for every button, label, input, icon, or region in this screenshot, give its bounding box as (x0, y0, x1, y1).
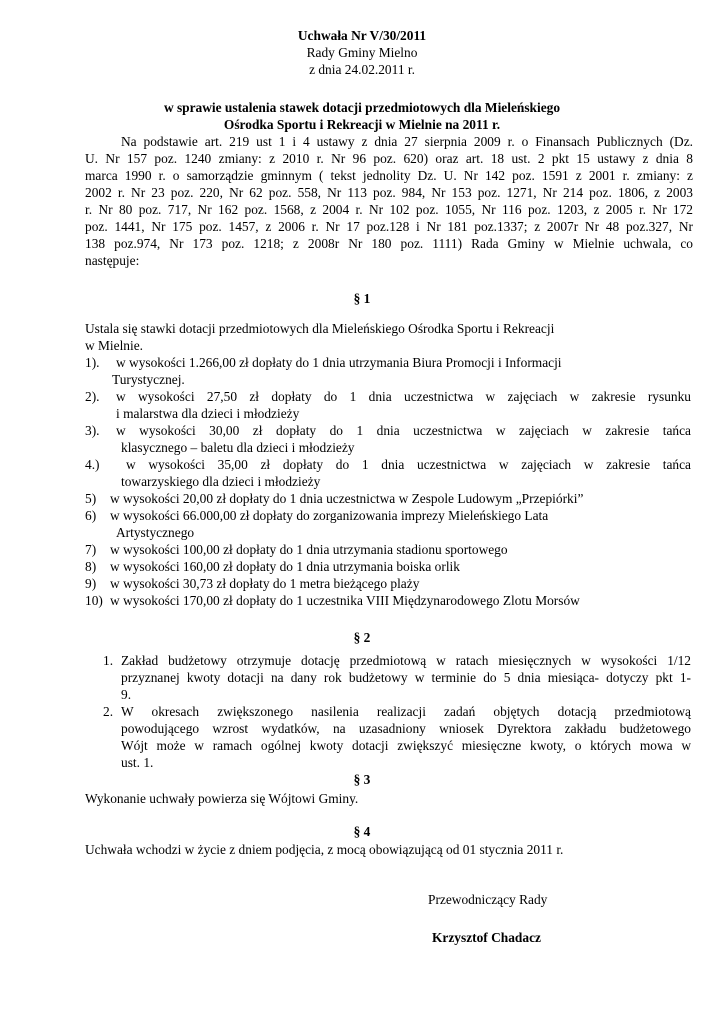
list-item-number: 8) (85, 559, 97, 574)
preamble-line: 138 poz.974, Nr 173 poz. 1218; z 2008r Nr 180 poz. 1111) Rada Gminy w Mielnie uchwala, co (85, 236, 693, 251)
signature-role: Przewodniczący Rady (428, 892, 548, 907)
list-item-number: 10) (85, 593, 103, 608)
list-item-text: w wysokości 1.266,00 zł dopłaty do 1 dnia utrzymania Biura Promocji i Informacji (116, 355, 562, 370)
list-item-text: w wysokości 100,00 zł dopłaty do 1 dnia utrzymania stadionu sportowego (110, 542, 508, 557)
list-item-text: i malarstwa dla dzieci i młodzieży (116, 406, 300, 421)
section-3-text: Wykonanie uchwały powierza się Wójtowi Gminy. (85, 791, 359, 806)
section-2-heading: § 2 (353, 630, 371, 645)
list-item-number: 2). (85, 389, 100, 404)
list-item-text: klasycznego – baletu dla dzieci i młodzieży (121, 440, 355, 455)
list-item-number: 3). (85, 423, 100, 438)
list-item-text: towarzyskiego dla dzieci i młodzieży (121, 474, 321, 489)
point-text: W okresach zwiększonego nasilenia realizacji zadań objętych dotacją przedmiotową (121, 704, 691, 719)
list-item-text: w wysokości 27,50 zł dopłaty do 1 dnia uczestnictwa w zajęciach w zakresie rysunku (116, 389, 691, 404)
list-item-text: w wysokości 30,73 zł dopłaty do 1 metra bieżącego plaży (110, 576, 420, 591)
point-number: 1. (103, 653, 114, 668)
list-item-number: 9) (85, 576, 97, 591)
point-text: Zakład budżetowy otrzymuje dotację przedmiotową w ratach miesięcznych w wysokości 1/12 (121, 653, 691, 668)
section-3-heading: § 3 (353, 772, 371, 787)
list-item-number: 7) (85, 542, 97, 557)
point-text: powodującego wzrost wydatków, na uzasadniony wniosek Dyrektora zakładu budżetowego (121, 721, 691, 736)
list-item-text: Artystycznego (116, 525, 195, 540)
point-text: przyznanej kwoty dotacji na dany rok budżetowy w terminie do 5 dnia miesiąca- dotyczy pkt 1- (121, 670, 691, 685)
list-item-text: w wysokości 30,00 zł dopłaty do 1 dnia uczestnictwa w zajęciach w zakresie tańca (116, 423, 691, 438)
preamble-line: Na podstawie art. 219 ust 1 i 4 ustawy z dnia 27 sierpnia 2009 r. o Finansach Publicznych (Dz. (121, 134, 693, 149)
list-item-text: w wysokości 20,00 zł dopłaty do 1 dnia uczestnictwa w Zespole Ludowym „Przepiórki” (110, 491, 584, 506)
preamble-line: następuje: (85, 253, 140, 268)
section-1-heading: § 1 (353, 291, 371, 306)
preamble-line: r. Nr 80 poz. 717, Nr 162 poz. 1568, z 2004 r. Nr 102 poz. 1055, Nr 116 poz. 1203, z 2005 r. Nr 172 (85, 202, 693, 217)
section-1-intro: Ustala się stawki dotacji przedmiotowych dla Mieleńskiego Ośrodka Sportu i Rekreacji (85, 321, 555, 336)
preamble-line: marca 1990 r. o samorządzie gminnym ( tekst jednolity Dz. U. Nr 142 poz. 1591 z 2001 r. zmiany: z (85, 168, 693, 183)
section-4-text: Uchwała wchodzi w życie z dniem podjęcia, z mocą obowiązującą od 01 stycznia 2011 r. (85, 842, 564, 857)
list-item-text: w wysokości 170,00 zł dopłaty do 1 uczestnika VIII Międzynarodowego Zlotu Morsów (110, 593, 580, 608)
subject-line-2: Ośrodka Sportu i Rekreacji w Mielnie na 2011 r. (223, 117, 501, 132)
point-text: Wójt może w ramach ogólnej kwoty dotacji zwiększyć miesięczne kwoty, o których mowa w (121, 738, 691, 753)
list-item-text: w wysokości 66.000,00 zł dopłaty do zorganizowania imprezy Mieleńskiego Lata (110, 508, 549, 523)
subject-line-1: w sprawie ustalenia stawek dotacji przedmiotowych dla Mieleńskiego (163, 100, 561, 115)
list-item-number: 5) (85, 491, 97, 506)
list-item-text: w wysokości 160,00 zł dopłaty do 1 dnia utrzymania boiska orlik (110, 559, 460, 574)
list-item-number: 4.) (85, 457, 100, 472)
section-1-intro: w Mielnie. (85, 338, 144, 353)
preamble-line: 2002 r. Nr 23 poz. 220, Nr 62 poz. 558, Nr 113 poz. 984, Nr 153 poz. 1271, Nr 214 poz. 1806, z 2003 (85, 185, 693, 200)
issuing-body: Rady Gminy Mielno (306, 45, 418, 60)
list-item-text: w wysokości 35,00 zł dopłaty do 1 dnia uczestnictwa w zajęciach w zakresie tańca (126, 457, 691, 472)
preamble-line: U. Nr 157 poz. 1240 zmiany: z 2010 r. Nr 96 poz. 620) oraz art. 18 ust. 2 pkt 15 ustawy z dnia 8 (85, 151, 693, 166)
section-4-heading: § 4 (353, 824, 371, 839)
point-text: ust. 1. (121, 755, 154, 770)
list-item-number: 1). (85, 355, 100, 370)
preamble-line: poz. 1441, Nr 175 poz. 1457, z 2006 r. Nr 17 poz.128 i Nr 181 poz.1337; z 2007r Nr 48 poz.327, Nr (85, 219, 693, 234)
document-title: Uchwała Nr V/30/2011 (297, 28, 427, 43)
point-text: 9. (121, 687, 132, 702)
list-item-number: 6) (85, 508, 97, 523)
resolution-date: z dnia 24.02.2011 r. (309, 62, 415, 77)
point-number: 2. (103, 704, 114, 719)
list-item-text: Turystycznej. (112, 372, 185, 387)
signature-name: Krzysztof Chadacz (432, 930, 541, 945)
